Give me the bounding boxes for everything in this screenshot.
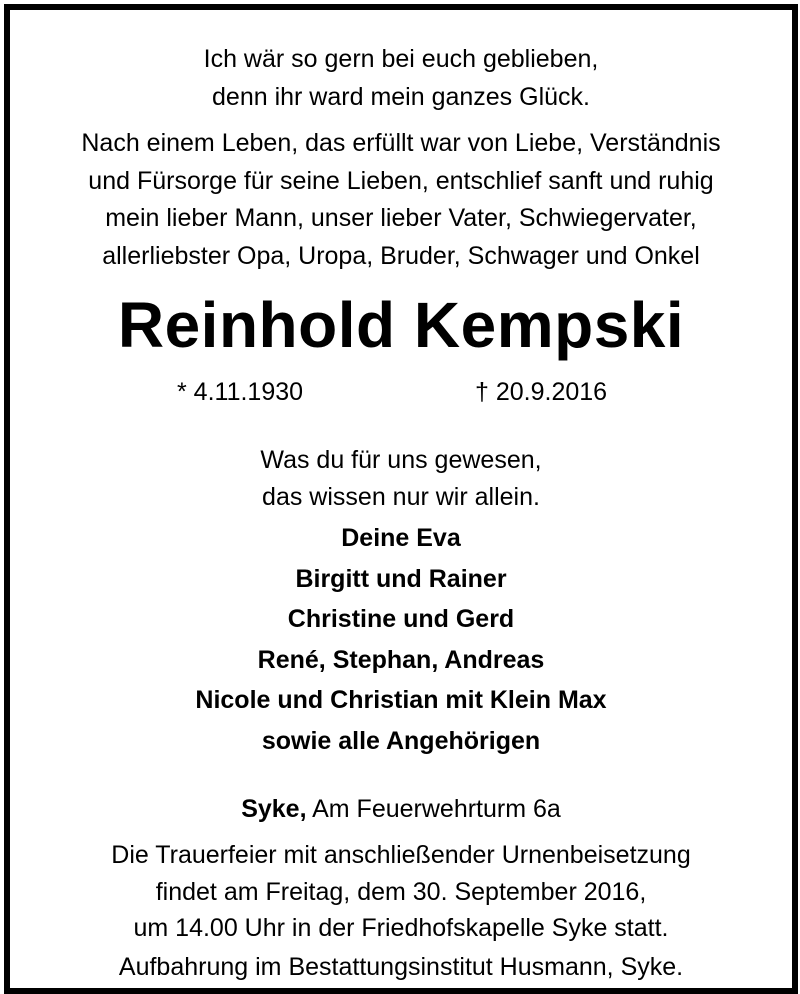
deceased-name: Reinhold Kempski <box>117 289 685 361</box>
paragraph-line: Nach einem Leben, das erfüllt war von Liebe, Verständnis <box>81 129 721 157</box>
mourner-line: René, Stephan, Andreas <box>257 645 545 674</box>
death-date: † 20.9.2016 <box>475 378 608 406</box>
memorial-verse <box>10 442 792 516</box>
intro-line: Ich wär so gern bei euch geblieben, <box>203 45 599 73</box>
address-street: Am Feuerwehrturm 6a <box>312 795 561 823</box>
family-address <box>10 792 792 826</box>
intro-quote <box>10 40 792 116</box>
laying-out-info: Aufbahrung im Bestattungsinstitut Husmann, Syke. <box>118 953 684 981</box>
address-city: Syke, <box>241 795 307 823</box>
mourner-line: Nicole und Christian mit Klein Max <box>195 686 607 714</box>
paragraph-line: und Fürsorge für seine Lieben, entschlief sanft und ruhig <box>88 166 714 195</box>
verse-line: Was du für uns gewesen, <box>260 446 542 474</box>
mourner-line: Deine Eva <box>341 524 461 552</box>
announcement-paragraph <box>10 125 792 275</box>
mourners-list <box>10 518 792 761</box>
mourner-line: sowie alle Angehörigen <box>261 726 541 755</box>
mourner-line: Christine und Gerd <box>287 605 515 633</box>
service-line: um 14.00 Uhr in der Friedhofskapelle Syke statt. <box>133 914 669 942</box>
service-line: Die Trauerfeier mit anschließender Urnenbeisetzung <box>111 841 691 869</box>
obituary-notice <box>4 4 798 994</box>
verse-line: das wissen nur wir allein. <box>262 483 540 511</box>
paragraph-line: allerliebster Opa, Uropa, Bruder, Schwager und Onkel <box>102 241 700 270</box>
birth-date: * 4.11.1930 <box>177 378 304 406</box>
mourner-line: Birgitt und Rainer <box>295 564 507 593</box>
intro-line: denn ihr ward mein ganzes Glück. <box>212 83 590 111</box>
funeral-service-info <box>10 837 792 947</box>
service-line: findet am Freitag, dem 30. September 2016, <box>155 877 647 906</box>
paragraph-line: mein lieber Mann, unser lieber Vater, Schwiegervater, <box>105 204 697 232</box>
